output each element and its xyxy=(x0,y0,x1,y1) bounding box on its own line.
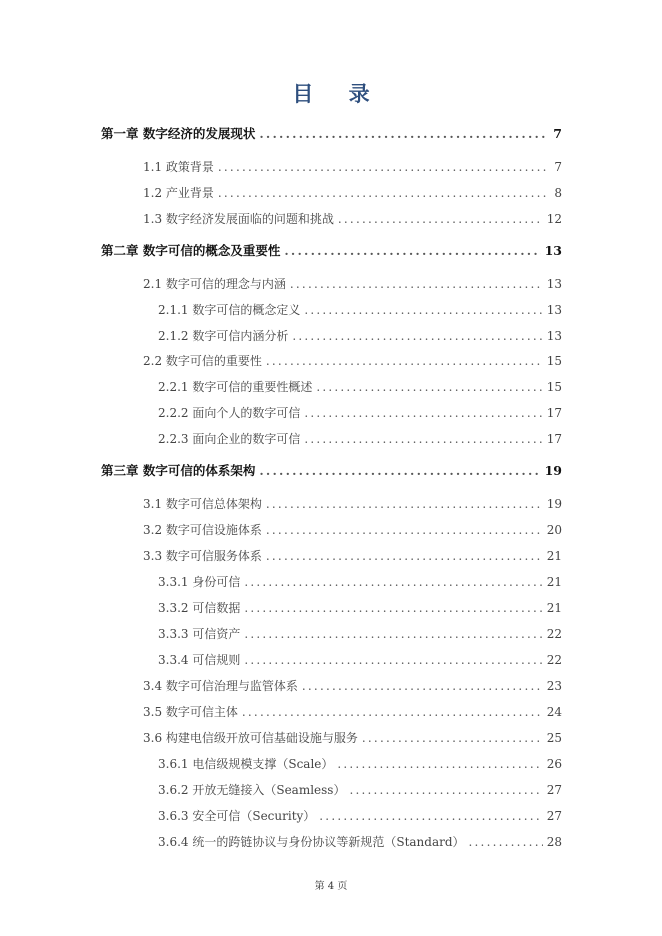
toc-entry-page-number: 13 xyxy=(546,303,562,317)
toc-chapter-entry[interactable] xyxy=(101,241,562,261)
toc-entry-label: 3.6.4 统一的跨链协议与身份协议等新规范（Standard） xyxy=(158,835,465,849)
dot-leader xyxy=(290,274,543,294)
toc-entry[interactable] xyxy=(158,624,562,644)
toc-entry-label: 2.2.1 数字可信的重要性概述 xyxy=(158,380,313,394)
dot-leader xyxy=(259,124,546,144)
toc-entry[interactable] xyxy=(158,780,562,800)
toc-entry-label: 第二章 数字可信的概念及重要性 xyxy=(101,243,281,258)
dot-leader xyxy=(292,326,542,346)
toc-entry-page-number: 26 xyxy=(546,757,562,771)
dot-leader xyxy=(244,650,542,670)
toc-entry-label: 2.1.1 数字可信的概念定义 xyxy=(158,303,301,317)
toc-entry-page-number: 8 xyxy=(554,186,562,200)
toc-entry-label: 第一章 数字经济的发展现状 xyxy=(101,126,256,141)
toc-entry[interactable] xyxy=(143,546,562,566)
toc-chapter-entry[interactable] xyxy=(101,124,562,144)
toc-entry[interactable] xyxy=(143,351,562,371)
toc-entry-label: 2.2 数字可信的重要性 xyxy=(143,354,262,368)
dot-leader xyxy=(304,429,542,449)
dot-leader xyxy=(242,702,543,722)
toc-entry-page-number: 20 xyxy=(546,523,562,537)
toc-entry-label: 1.3 数字经济发展面临的问题和挑战 xyxy=(143,212,334,226)
toc-entry-page-number: 15 xyxy=(546,380,562,394)
toc-entry[interactable] xyxy=(158,572,562,592)
toc-title: 目 录 xyxy=(292,81,384,106)
toc-entry[interactable] xyxy=(143,676,562,696)
toc-entry[interactable] xyxy=(143,494,562,514)
dot-leader xyxy=(304,403,542,423)
toc-entry-label: 3.3.2 可信数据 xyxy=(158,601,241,615)
toc-entry[interactable] xyxy=(143,520,562,540)
toc-entry[interactable] xyxy=(158,598,562,618)
toc-chapter-entry[interactable] xyxy=(101,461,562,481)
page-footer: 第 4 页 xyxy=(314,881,348,892)
toc-entry-page-number: 24 xyxy=(546,705,562,719)
dot-leader xyxy=(266,351,543,371)
toc-entry[interactable] xyxy=(158,754,562,774)
toc-entry[interactable] xyxy=(143,274,562,294)
toc-entry-page-number: 27 xyxy=(546,783,562,797)
toc-entry-label: 2.1 数字可信的理念与内涵 xyxy=(143,277,286,291)
toc-entry-label: 3.6.1 电信级规模支撑（Scale） xyxy=(158,757,334,771)
dot-leader xyxy=(244,598,542,618)
toc-entry[interactable] xyxy=(158,300,562,320)
toc-entry-label: 1.1 政策背景 xyxy=(143,160,214,174)
dot-leader xyxy=(469,832,543,852)
toc-entry[interactable] xyxy=(158,429,562,449)
toc-entry-page-number: 17 xyxy=(546,406,562,420)
toc-entry-label: 3.6.2 开放无缝接入（Seamless） xyxy=(158,783,346,797)
toc-entry[interactable] xyxy=(158,377,562,397)
dot-leader xyxy=(302,676,543,696)
dot-leader xyxy=(244,572,542,592)
toc-entry-page-number: 13 xyxy=(546,329,562,343)
toc-entry-label: 2.1.2 数字可信内涵分析 xyxy=(158,329,289,343)
toc-entry[interactable] xyxy=(158,832,562,852)
dot-leader xyxy=(218,183,546,203)
toc-entry-page-number: 27 xyxy=(546,809,562,823)
dot-leader xyxy=(319,806,542,826)
toc-entry-label: 3.5 数字可信主体 xyxy=(143,705,238,719)
toc-entry-page-number: 17 xyxy=(546,432,562,446)
dot-leader xyxy=(284,241,540,261)
toc-entry-label: 2.2.3 面向企业的数字可信 xyxy=(158,432,301,446)
toc-entry-label: 1.2 产业背景 xyxy=(143,186,214,200)
toc-entry-page-number: 19 xyxy=(544,463,562,478)
toc-entry-page-number: 19 xyxy=(546,497,562,511)
toc-entry-page-number: 21 xyxy=(546,549,562,563)
dot-leader xyxy=(266,494,543,514)
toc-entry-label: 3.6 构建电信级开放可信基础设施与服务 xyxy=(143,731,358,745)
toc-entry[interactable] xyxy=(143,209,562,229)
toc-entry-label: 3.3 数字可信服务体系 xyxy=(143,549,262,563)
toc-entry[interactable] xyxy=(158,650,562,670)
toc-entry-page-number: 12 xyxy=(546,212,562,226)
toc-entry-page-number: 21 xyxy=(546,575,562,589)
dot-leader xyxy=(218,157,546,177)
toc-entry-label: 3.3.3 可信资产 xyxy=(158,627,241,641)
dot-leader xyxy=(259,461,540,481)
toc-entry[interactable] xyxy=(158,806,562,826)
dot-leader xyxy=(316,377,542,397)
toc-entry-label: 3.3.4 可信规则 xyxy=(158,653,241,667)
toc-entry[interactable] xyxy=(143,183,562,203)
toc-entry-page-number: 7 xyxy=(553,126,562,141)
toc-entry-label: 2.2.2 面向个人的数字可信 xyxy=(158,406,301,420)
toc-entry-label: 3.6.3 安全可信（Security） xyxy=(158,809,316,823)
dot-leader xyxy=(244,624,542,644)
toc-entry-page-number: 21 xyxy=(546,601,562,615)
toc-entry-page-number: 28 xyxy=(546,835,562,849)
toc-entry-page-number: 7 xyxy=(554,160,562,174)
dot-leader xyxy=(362,728,543,748)
toc-entry-label: 3.3.1 身份可信 xyxy=(158,575,241,589)
toc-entry-page-number: 23 xyxy=(546,679,562,693)
dot-leader xyxy=(304,300,542,320)
toc-entry[interactable] xyxy=(158,326,562,346)
toc-entry-label: 3.1 数字可信总体架构 xyxy=(143,497,262,511)
toc-entry[interactable] xyxy=(143,728,562,748)
toc-entry-page-number: 13 xyxy=(546,277,562,291)
toc-entry-page-number: 22 xyxy=(546,627,562,641)
toc-entry-page-number: 25 xyxy=(546,731,562,745)
toc-entry-page-number: 13 xyxy=(544,243,562,258)
dot-leader xyxy=(337,754,542,774)
toc-entry[interactable] xyxy=(158,403,562,423)
toc-entry-page-number: 15 xyxy=(546,354,562,368)
toc-entry-label: 3.2 数字可信设施体系 xyxy=(143,523,262,537)
dot-leader xyxy=(266,520,543,540)
dot-leader xyxy=(338,209,543,229)
dot-leader xyxy=(349,780,542,800)
toc-entry-page-number: 22 xyxy=(546,653,562,667)
toc-entry[interactable] xyxy=(143,702,562,722)
toc-entry[interactable] xyxy=(143,157,562,177)
toc-entry-label: 第三章 数字可信的体系架构 xyxy=(101,463,256,478)
dot-leader xyxy=(266,546,543,566)
toc-entry-label: 3.4 数字可信治理与监管体系 xyxy=(143,679,298,693)
